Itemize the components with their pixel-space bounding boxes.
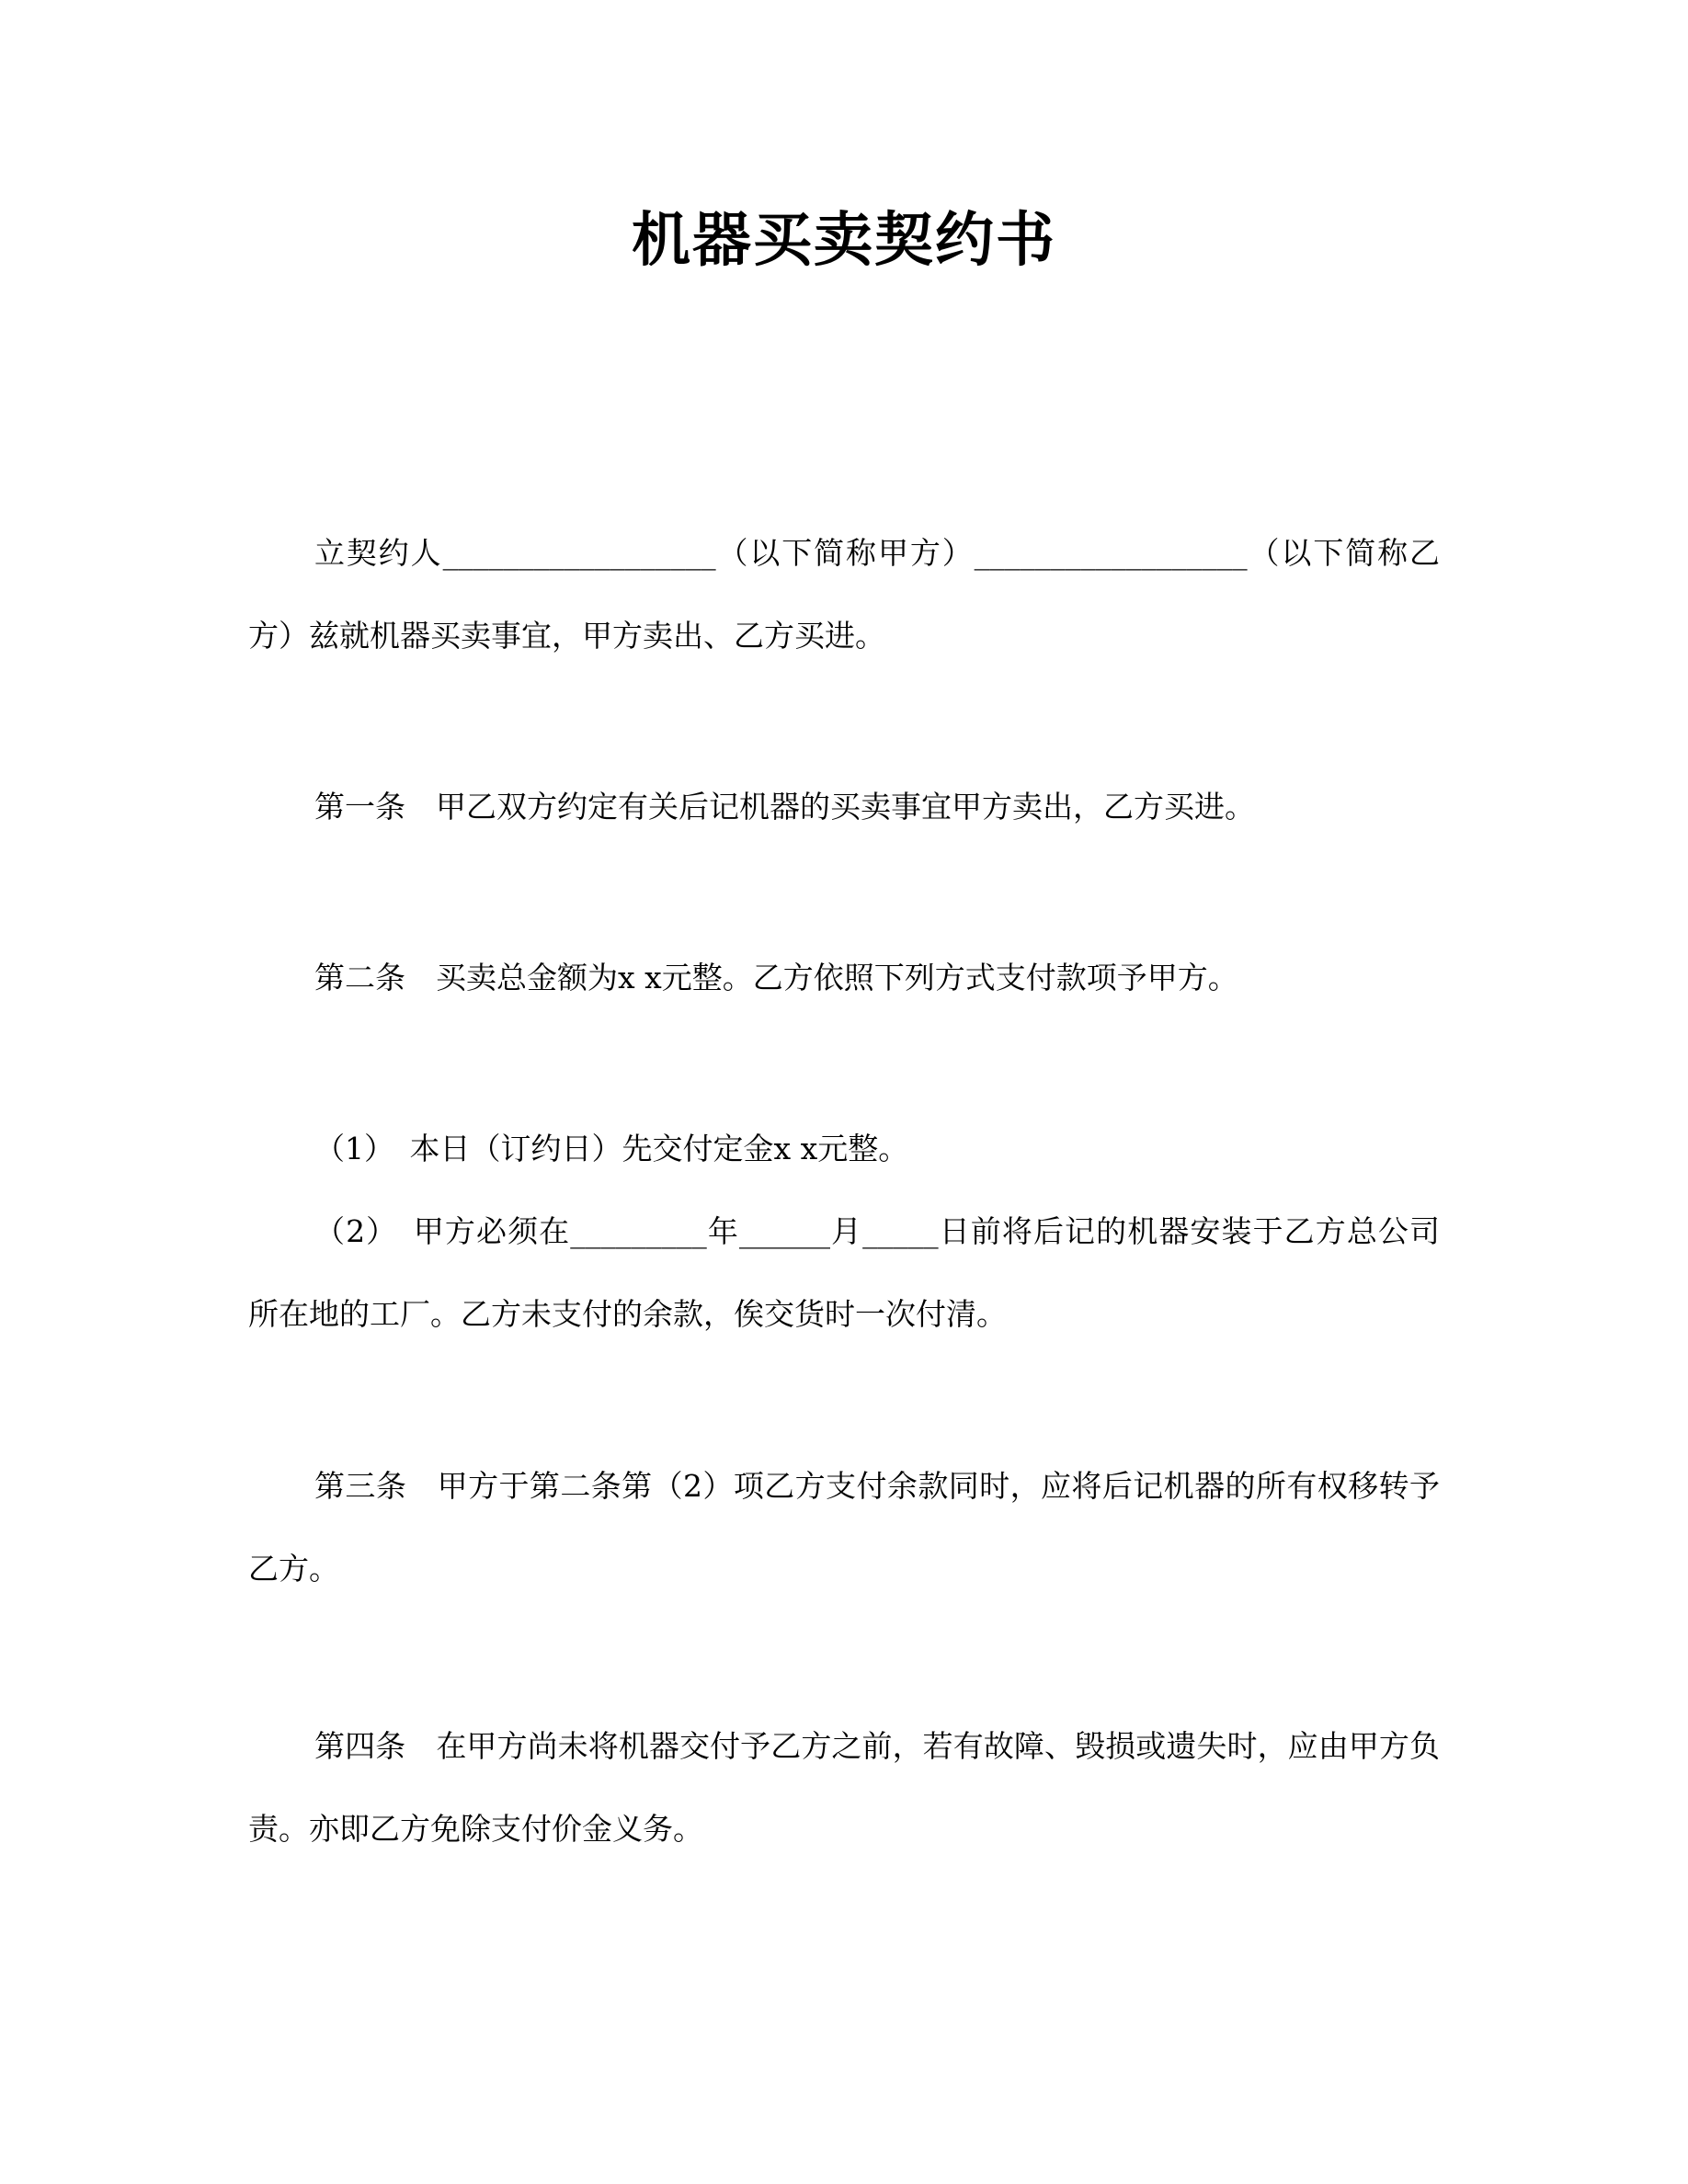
paragraph-preamble: 立契约人__________________（以下简称甲方）__________________（以下简称乙方）兹就机器买卖事宜，甲方卖出、乙方买进。 <box>248 535 1440 654</box>
paragraph-clause-2: 第二条 买卖总金额为x x元整。乙方依照下列方式支付款项予甲方。 <box>314 960 1238 995</box>
paragraph-clause-2-item-1: （1） 本日（订约日）先交付定金x x元整。 <box>314 1131 909 1166</box>
paragraph-clause-4: 第四条 在甲方尚未将机器交付予乙方之前，若有故障、毁损或遗失时，应由甲方负责。亦即乙方免除支付价金义务。 <box>248 1728 1440 1847</box>
paragraph-clause-2-item-2: （2） 甲方必须在_________年______月_____日前将后记的机器安装于乙方总公司所在地的工厂。乙方未支付的余款，俟交货时一次付清。 <box>248 1213 1440 1332</box>
paragraph-clause-1: 第一条 甲乙双方约定有关后记机器的买卖事宜甲方卖出，乙方买进。 <box>314 789 1255 825</box>
paragraph-clause-3: 第三条 甲方于第二条第（2）项乙方支付余款同时，应将后记机器的所有权移转予乙方。 <box>248 1468 1440 1587</box>
document-title: 机器买卖契约书 <box>632 207 1056 275</box>
